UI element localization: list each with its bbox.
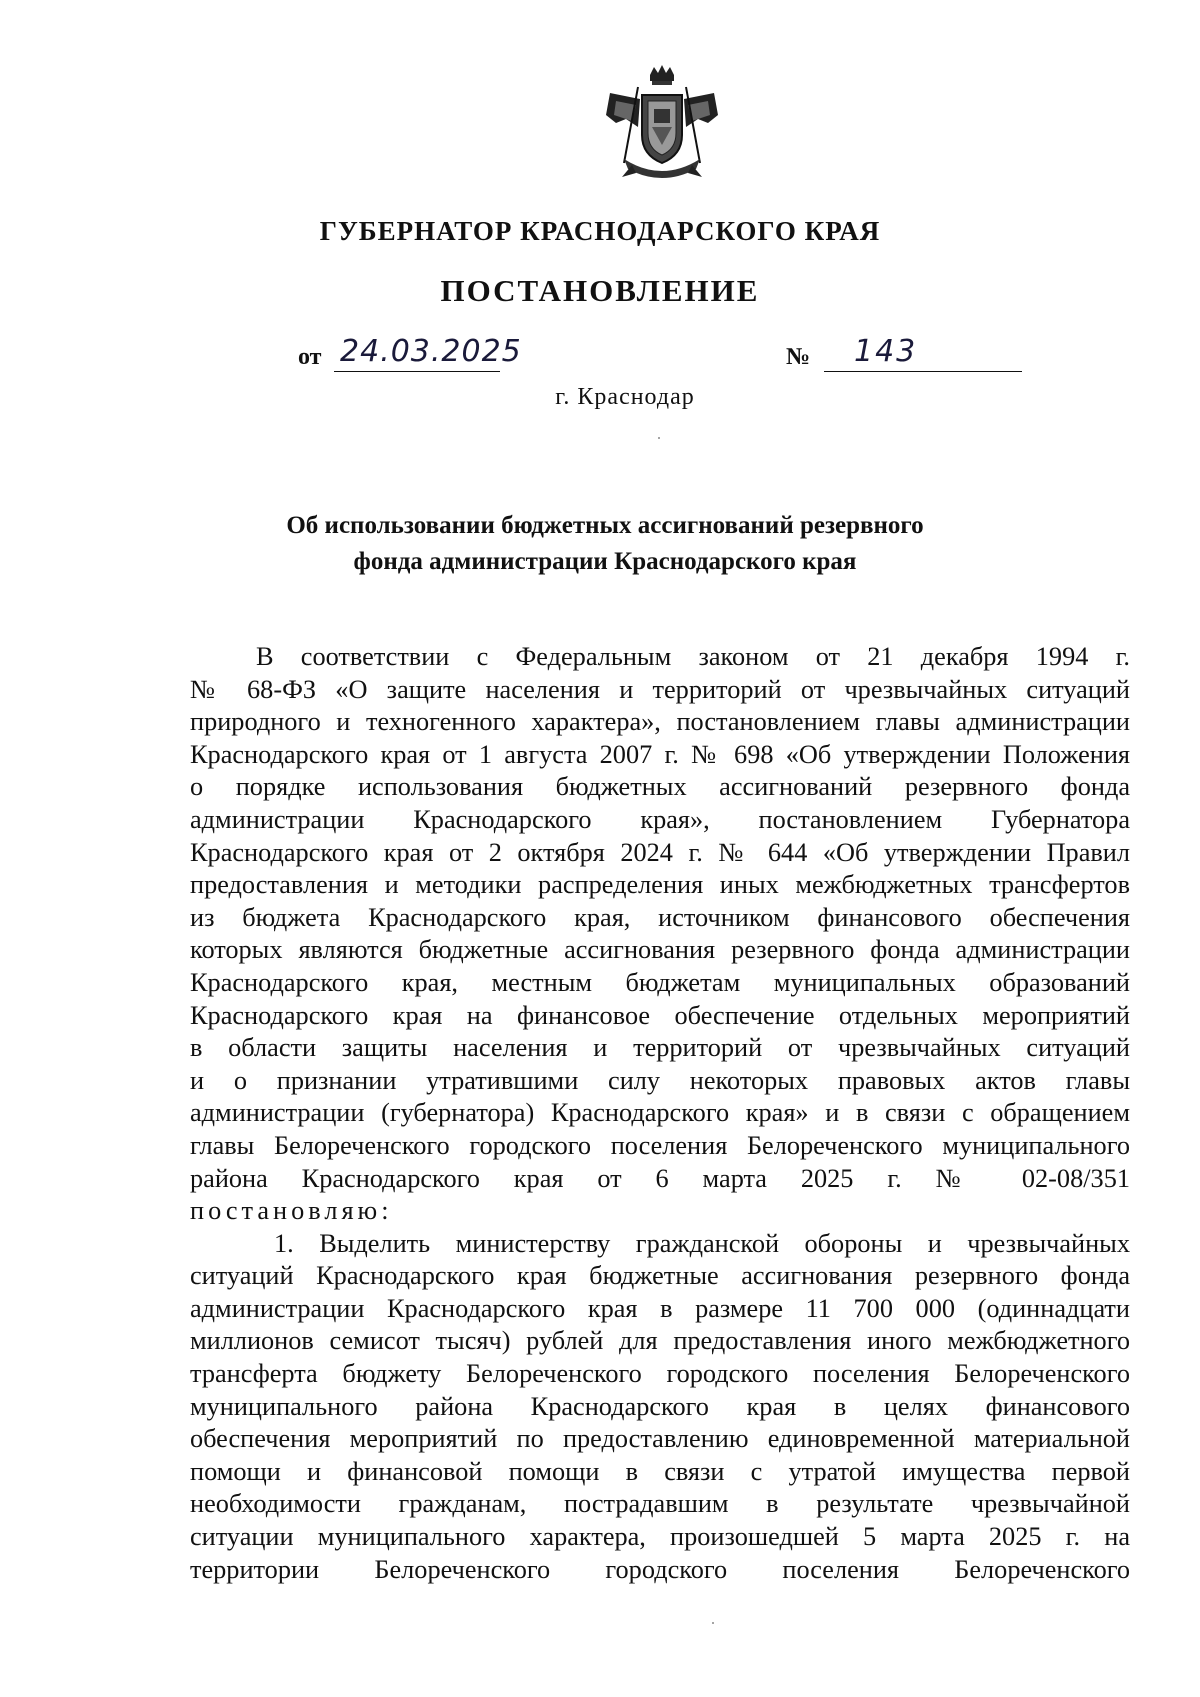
document-type: ПОСТАНОВЛЕНИЕ [440,273,760,308]
body-line: Краснодарского края от 1 августа 2007 г. № 698 «Об утверждении Положения [190,739,1130,769]
body-line: из бюджета Краснодарского края, источником финансового обеспечения [190,902,1130,932]
date-number-row [298,336,1058,376]
date-prefix: от [298,344,322,370]
body-line: В соответствии с Федеральным законом от 21 декабря 1994 г. [256,642,1130,671]
body-line: миллионов семисот тысяч) рублей для предоставления иного межбюджетного [190,1326,1130,1356]
body-line: Краснодарского края на финансовое обеспечение отдельных мероприятий [190,1000,1130,1030]
body-line: муниципального района Краснодарского края в целях финансового [190,1391,1130,1421]
body-line: помощи и финансовой помощи в связи с утратой имущества первой [190,1456,1130,1486]
body-line: о порядке использования бюджетных ассигнований резервного фонда [190,772,1130,802]
body-line: необходимости гражданам, пострадавшим в результате чрезвычайной [190,1489,1130,1519]
body-line: территории Белореченского городского поселения Белореченского [190,1554,1130,1584]
handwritten-date: 24.03.2025 [340,334,522,369]
body-line: администрации Краснодарского края в размере 11 700 000 (одиннадцати [190,1293,1130,1323]
body-line: в области защиты населения и территорий от чрезвычайных ситуаций [190,1033,1130,1063]
number-underline [824,371,1022,372]
body-line: которых являются бюджетные ассигнования резервного фонда администрации [190,935,1130,965]
body-line: главы Белореченского городского поселения Белореченского муниципального [190,1130,1130,1160]
scan-speck [658,437,660,439]
body-line: ситуации муниципального характера, произошедшей 5 марта 2025 г. на [190,1522,1130,1552]
subject-line: Об использовании бюджетных ассигнований резервного [286,512,924,539]
body-line: и о признании утратившими силу некоторых правовых актов главы [190,1065,1130,1095]
issuing-authority: ГУБЕРНАТОР КРАСНОДАРСКОГО КРАЯ [319,216,881,246]
document-body [190,641,1130,1586]
number-prefix: № [786,344,811,370]
body-line: Краснодарского края, местным бюджетам муниципальных образований [190,967,1130,997]
document-subject [250,508,960,580]
body-line: предоставления и методики распределения иных межбюджетных трансфертов [190,870,1130,900]
body-line: ситуаций Краснодарского края бюджетные ассигнования резервного фонда [190,1261,1130,1291]
issue-city: г. Краснодар [555,384,695,410]
body-line: природного и техногенного характера», постановлением главы администрации [190,707,1130,737]
decree-word: постановляю: [190,1196,393,1226]
body-line: района Краснодарского края от 6 марта 2025 г. № 02-08/351 [190,1163,1130,1193]
subject-line: фонда администрации Краснодарского края [353,548,857,575]
coat-of-arms-icon [602,65,722,187]
body-line: обеспечения мероприятий по предоставлению единовременной материальной [190,1424,1130,1454]
date-underline [334,371,500,372]
body-line: Краснодарского края от 2 октября 2024 г. № 644 «Об утверждении Правил [190,837,1130,867]
clause-1-start: 1. Выделить министерству гражданской обороны и чрезвычайных [274,1228,1130,1258]
body-line: администрации (губернатора) Краснодарского края» и в связи с обращением [190,1098,1130,1128]
body-line: администрации Краснодарского края», постановлением Губернатора [190,804,1130,834]
scan-speck [712,1622,714,1624]
body-line: № 68-ФЗ «О защите населения и территорий от чрезвычайных ситуаций [190,674,1130,704]
body-line: трансферта бюджету Белореченского городского поселения Белореченского [190,1359,1130,1389]
handwritten-number: 143 [854,334,918,369]
